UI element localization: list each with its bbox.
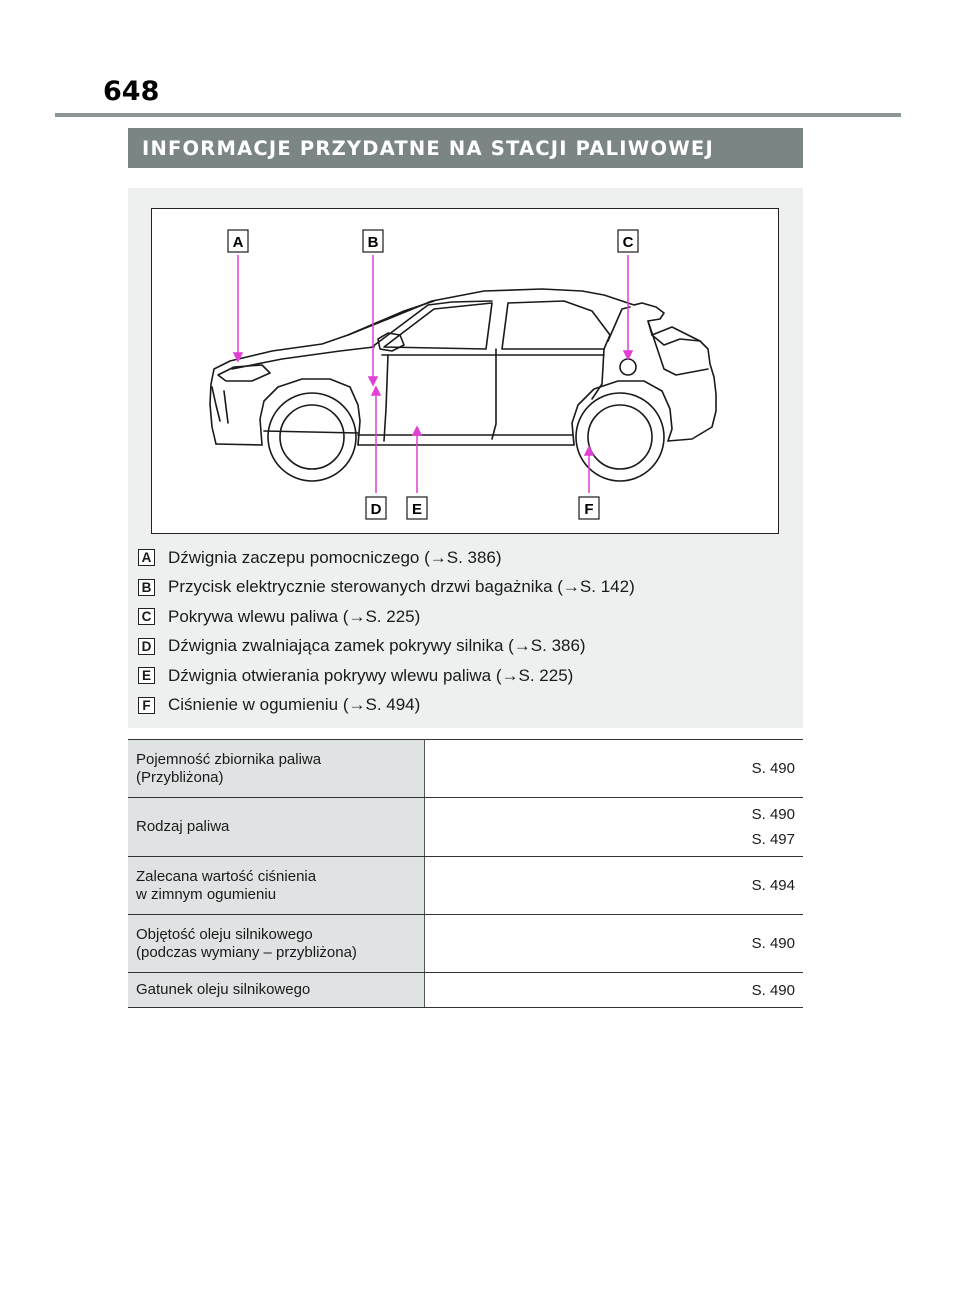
table-row [128, 798, 803, 857]
car-figure [151, 208, 779, 534]
legend-item-b [138, 573, 788, 603]
page-ref-link[interactable]: S. 494 [751, 877, 795, 894]
legend-text-b: Przycisk elektrycznie sterowanych drzwi bagażnika (→S. 142) [168, 577, 635, 597]
legend-item-f [138, 691, 788, 721]
legend-text-d: Dźwignia zwalniająca zamek pokrywy silnika (→S. 386) [168, 636, 586, 656]
car-side-illustration [152, 209, 778, 533]
table-label-cell [128, 857, 425, 915]
table-value-cell [425, 915, 804, 973]
callout-f: F [584, 501, 594, 518]
callout-b: B [367, 234, 379, 251]
callout-c: C [622, 234, 634, 251]
callout-d: D [370, 501, 382, 518]
row-label: Gatunek oleju silnikowego [136, 981, 311, 998]
table-row [128, 915, 803, 973]
legend-letter-c: C [138, 608, 155, 625]
row-label: Pojemność zbiornika paliwa [136, 750, 322, 768]
table-label-cell [128, 740, 425, 798]
table-value-cell [425, 973, 804, 1008]
row-label: w zimnym ogumieniu [136, 885, 277, 903]
table-value-cell [425, 798, 804, 857]
callout-e: E [411, 501, 423, 518]
legend-letter-d: D [138, 638, 155, 655]
legend-text-c: Pokrywa wlewu paliwa (→S. 225) [168, 606, 421, 626]
row-label: (Przybliżona) [136, 768, 224, 786]
page-ref-link[interactable]: S. 490 [751, 760, 795, 777]
spec-table [128, 739, 803, 1008]
row-label: Objętość oleju silnikowego [136, 925, 313, 943]
legend-text-a: Dźwignia zaczepu pomocniczego (→S. 386) [168, 547, 502, 567]
legend-text-f: Ciśnienie w ogumieniu (→S. 494) [168, 695, 421, 715]
legend-item-c [138, 602, 788, 632]
legend-letter-f: F [138, 697, 155, 714]
legend-list [138, 543, 788, 720]
row-label: (podczas wymiany – przybliżona) [136, 943, 357, 961]
table-row [128, 740, 803, 798]
table-label-cell [128, 915, 425, 973]
page-ref-link[interactable]: S. 497 [751, 831, 795, 848]
page-ref-link[interactable]: S. 490 [751, 806, 795, 823]
table-row [128, 857, 803, 915]
table-value-cell [425, 740, 804, 798]
legend-letter-b: B [138, 579, 155, 596]
table-value-cell [425, 857, 804, 915]
row-label: Zalecana wartość ciśnienia [136, 867, 317, 885]
legend-text-e: Dźwignia otwierania pokrywy wlewu paliwa (→S. 225) [168, 665, 574, 685]
page-ref-link[interactable]: S. 490 [751, 935, 795, 952]
row-label: Rodzaj paliwa [136, 818, 230, 835]
page-ref-link[interactable]: S. 490 [751, 981, 795, 999]
legend-item-a [138, 543, 788, 573]
legend-letter-e: E [138, 667, 155, 684]
legend-item-d [138, 632, 788, 662]
table-label-cell [128, 973, 425, 1008]
header-rule [55, 113, 901, 117]
callout-a: A [232, 234, 244, 251]
legend-letter-a: A [138, 549, 155, 566]
table-label-cell [128, 798, 425, 857]
table-row [128, 973, 803, 1008]
section-title: INFORMACJE PRZYDATNE NA STACJI PALIWOWEJ [128, 128, 803, 168]
page-number: 648 [103, 76, 160, 107]
car-outline [210, 289, 716, 481]
legend-item-e [138, 661, 788, 691]
